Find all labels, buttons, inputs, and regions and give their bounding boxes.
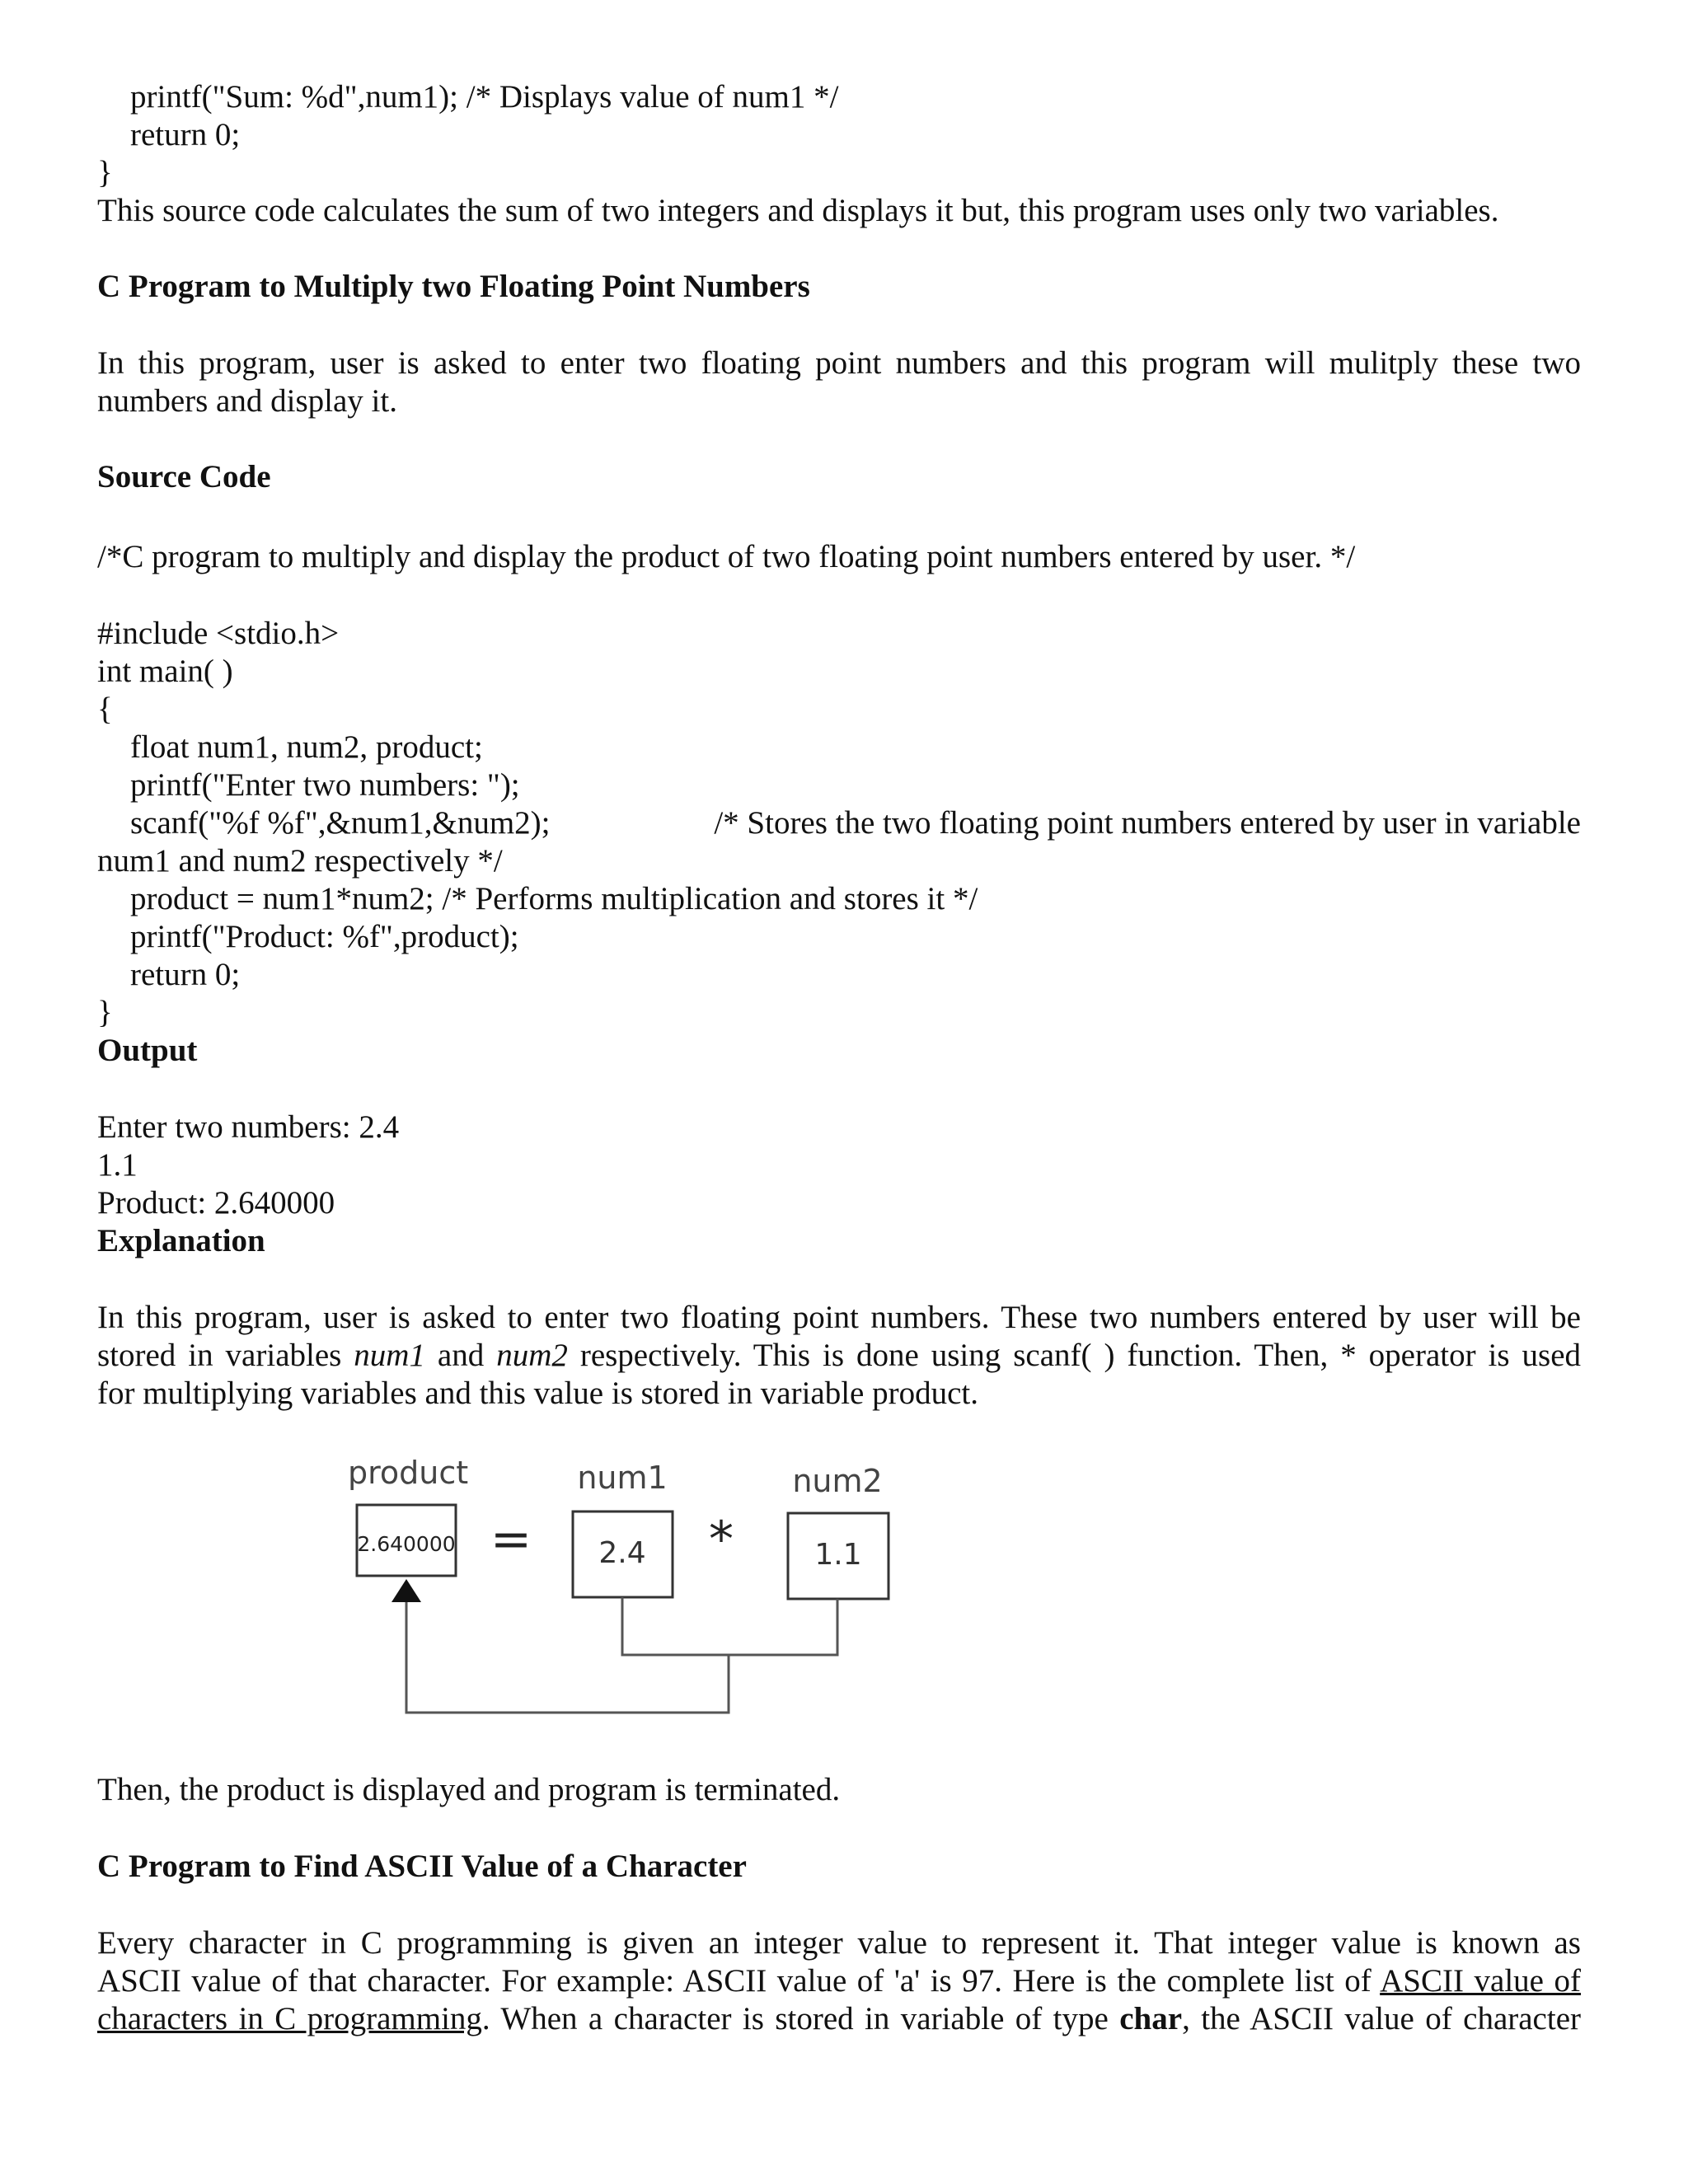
explanation-line-1: In this program, user is asked to enter two floating point numbers. These two numbers entered by user will be (97, 1300, 1581, 1335)
code-return: return 0; (130, 117, 241, 152)
explanation-line-3: for multiplying variables and this value is stored in variable product. (97, 1376, 978, 1411)
conclusion: Then, the product is displayed and program is terminated. (97, 1772, 841, 1807)
code-main: int main( ) (97, 654, 233, 689)
output-line: Enter two numbers: 2.4 (97, 1109, 400, 1145)
diagram-times-sign: * (709, 1511, 734, 1568)
ascii-line-1: Every character in C programming is given an integer value to represent it. That integer value is known as (97, 1925, 1581, 1961)
output-line: 1.1 (97, 1147, 138, 1183)
diagram-num1-value: 2.4 (598, 1536, 646, 1570)
diagram-product-label: product (348, 1455, 469, 1491)
code-include: #include <stdio.h> (97, 616, 340, 651)
output-line: Product: 2.640000 (97, 1185, 335, 1221)
output-heading: Output (97, 1033, 198, 1068)
ascii-list-link-cont[interactable]: characters in C programming (97, 2001, 482, 2036)
code-close-brace: } (97, 155, 113, 190)
diagram-num2-value: 1.1 (814, 1538, 862, 1572)
source-code-heading: Source Code (97, 459, 271, 494)
code-scanf: scanf("%f %f",&num1,&num2); (130, 805, 551, 841)
code-return-2: return 0; (130, 957, 241, 992)
ascii-text: ASCII value of that character. For example: ASCII value of 'a' is 97. Here is the complete list of (97, 1963, 1381, 1999)
explanation-text: stored in variables (97, 1338, 354, 1373)
diagram-num1-label: num1 (577, 1460, 668, 1496)
ascii-paragraph (97, 1924, 1581, 2038)
ascii-text: , the ASCII value of character (1182, 2001, 1582, 2036)
diagram-num2-label: num2 (792, 1463, 883, 1499)
code-open-brace: { (97, 691, 113, 727)
explanation-text: and (424, 1338, 497, 1373)
multiply-description: In this program, user is asked to enter two floating point numbers and this program will mulitply these two numbers and display it. (97, 345, 1581, 419)
multiplication-diagram (338, 1451, 907, 1731)
explanation-paragraph (97, 1299, 1581, 1413)
code-decl: float num1, num2, product; (130, 729, 483, 765)
section-heading-ascii: C Program to Find ASCII Value of a Character (97, 1849, 747, 1884)
keyword-char: char (1119, 2001, 1183, 2036)
code-header-comment: /*C program to multiply and display the product of two floating point numbers entered by user. */ (97, 539, 1356, 574)
var-num2: num2 (496, 1338, 568, 1373)
explanation-text: respectively. This is done using scanf( ) function. Then, * operator is used (567, 1338, 1582, 1373)
ascii-text: . When a character is stored in variable of type (481, 2001, 1120, 2036)
diagram-product-value: 2.640000 (357, 1532, 456, 1556)
code-product: product = num1*num2; /* Performs multiplication and stores it */ (130, 881, 978, 916)
var-num1: num1 (354, 1338, 425, 1373)
explanation-line-2 (97, 1337, 1581, 1375)
code-scanf-comment: /* Stores the two floating point numbers entered by user in variable (714, 805, 1581, 841)
diagram-operand-connector (622, 1597, 837, 1655)
code-scanf-comment-cont: num1 and num2 respectively */ (97, 843, 503, 879)
diagram-arrowhead (392, 1579, 421, 1602)
section-heading-multiply: C Program to Multiply two Floating Point Numbers (97, 269, 810, 304)
code-printf-enter: printf("Enter two numbers: "); (130, 767, 520, 803)
ascii-line-2 (97, 1962, 1581, 2000)
code-close-brace-2: } (97, 995, 113, 1030)
intro-note: This source code calculates the sum of two integers and displays it but, this program uses only two variables. (97, 193, 1499, 228)
code-printf-sum: printf("Sum: %d",num1); /* Displays value of num1 */ (130, 79, 839, 115)
code-printf-product: printf("Product: %f",product); (130, 919, 519, 954)
explanation-heading: Explanation (97, 1223, 265, 1258)
diagram-equals-sign: = (490, 1511, 532, 1568)
ascii-line-3 (97, 2000, 1581, 2038)
ascii-list-link[interactable]: ASCII value of (1380, 1963, 1581, 1999)
